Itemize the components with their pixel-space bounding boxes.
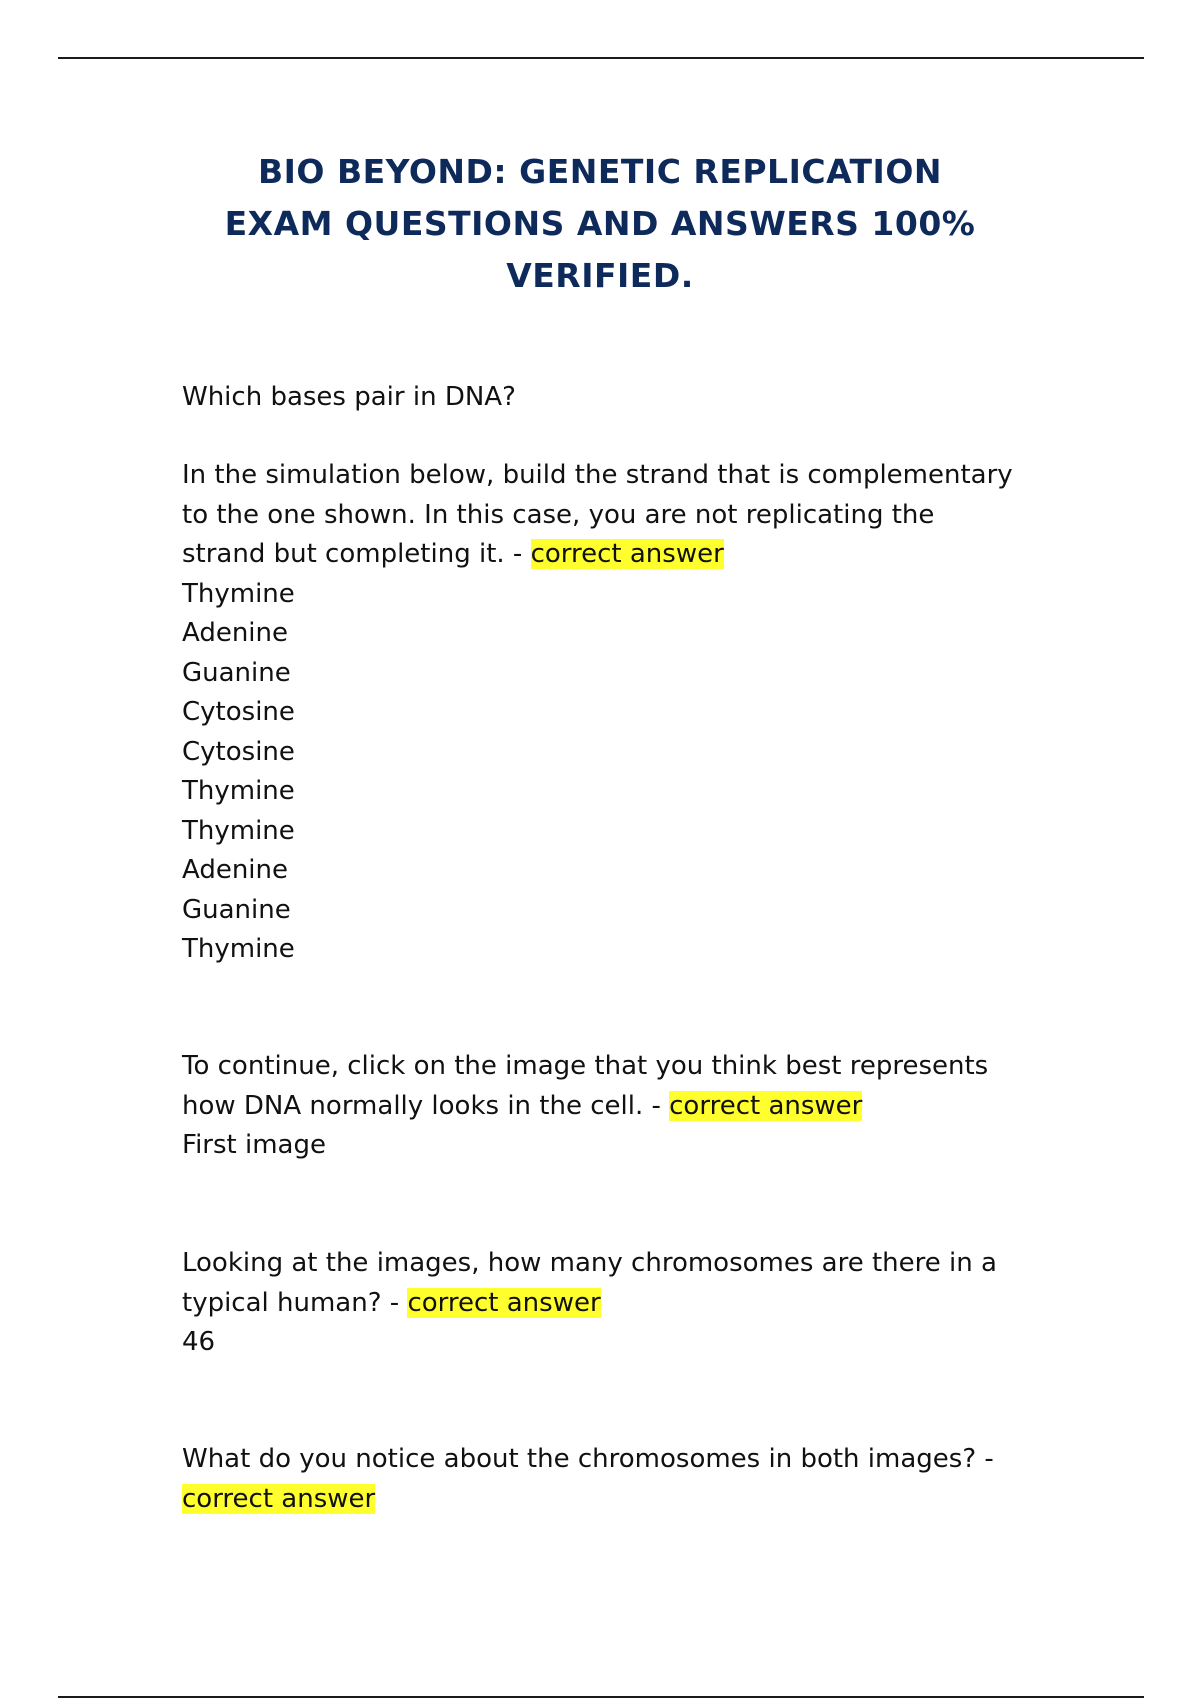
- question-text: Which bases pair in DNA?: [182, 382, 516, 412]
- answer-line: Adenine: [182, 618, 289, 648]
- question-line: To continue, click on the image that you think best represents: [182, 1051, 989, 1081]
- answer-line: Cytosine: [182, 736, 295, 767]
- answer-line: Thymine: [182, 934, 295, 964]
- top-rule: [58, 57, 1144, 59]
- answer-line: 46: [182, 1327, 216, 1357]
- question-line: What do you notice about the chromosomes in both images? -: [182, 1444, 994, 1474]
- answer-line: Cytosine: [182, 697, 295, 727]
- answer-line: Adenine: [182, 855, 289, 885]
- correct-answer-highlight: correct answer: [669, 1090, 863, 1121]
- answer-line: First image: [182, 1130, 326, 1160]
- bottom-rule: [58, 1696, 1144, 1698]
- question-line: In the simulation below, build the strand that is complementary: [182, 460, 1013, 490]
- question-line: to the one shown. In this case, you are not replicating the: [182, 499, 935, 530]
- correct-answer-highlight: correct answer: [530, 539, 724, 569]
- question-line: [182, 1087, 1082, 1127]
- question-line: [182, 1480, 1082, 1520]
- question-line-text: strand but completing it. -: [182, 539, 531, 569]
- question-line-text: how DNA normally looks in the cell. -: [182, 1090, 670, 1121]
- title-line-3: VERIFIED.: [506, 256, 694, 295]
- question-line-text: typical human? -: [182, 1287, 408, 1318]
- title-line-1: BIO BEYOND: GENETIC REPLICATION: [257, 152, 943, 191]
- question-block-1: [182, 378, 1082, 418]
- document-title: [150, 146, 1050, 302]
- question-line: [182, 1284, 1082, 1324]
- title-line-2: EXAM QUESTIONS AND ANSWERS 100%: [224, 204, 976, 243]
- question-block-3: [182, 1047, 1082, 1166]
- answer-line: Guanine: [182, 657, 291, 688]
- question-block-5: [182, 1440, 1082, 1519]
- answer-line: Guanine: [182, 894, 291, 925]
- correct-answer-highlight: correct answer: [407, 1287, 601, 1318]
- answer-line: Thymine: [182, 776, 295, 806]
- question-block-4: [182, 1244, 1082, 1363]
- question-line: [182, 535, 1082, 575]
- answer-line: Thymine: [182, 578, 295, 609]
- question-block-2: [182, 456, 1082, 970]
- answer-line: Thymine: [182, 815, 295, 846]
- correct-answer-highlight: correct answer: [182, 1483, 376, 1514]
- question-line: Looking at the images, how many chromosomes are there in a: [182, 1248, 997, 1278]
